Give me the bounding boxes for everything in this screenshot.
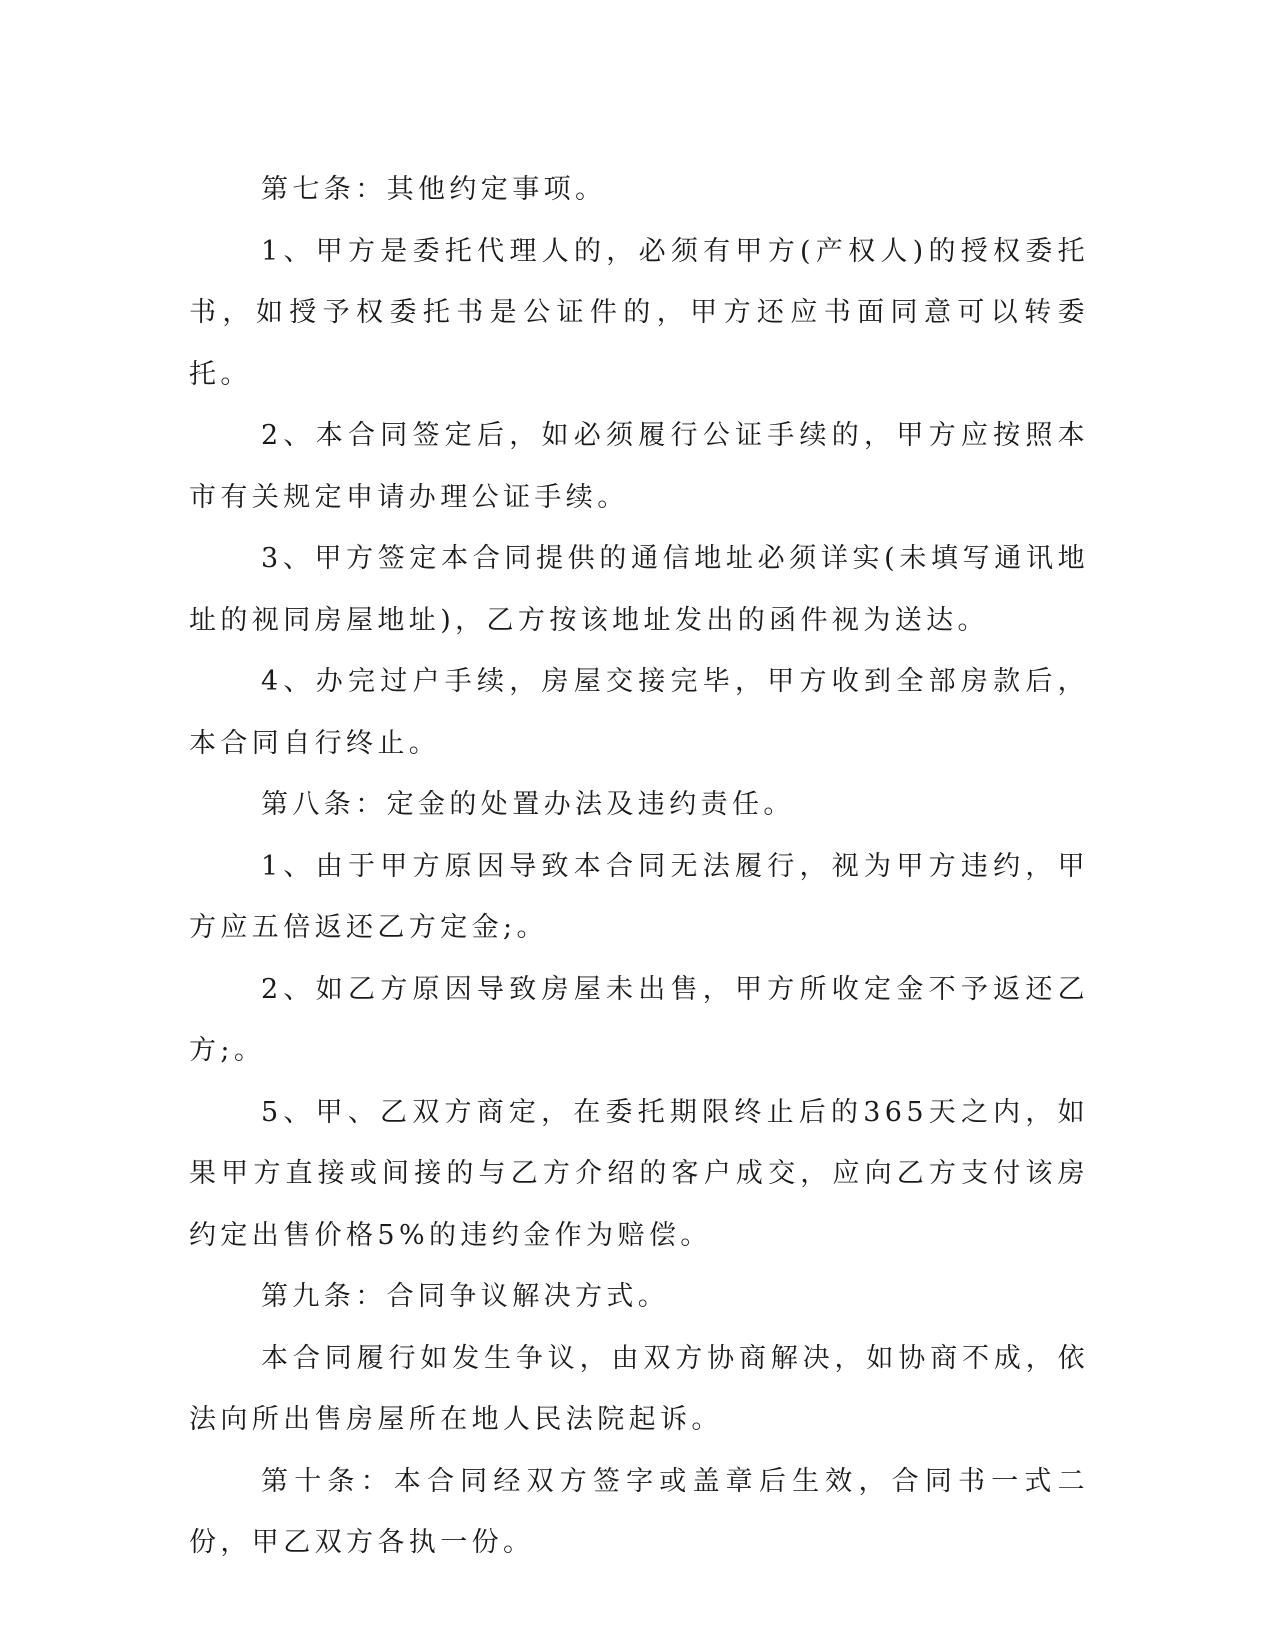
- article-8-heading: 第八条：定金的处置办法及违约责任。: [261, 789, 795, 820]
- article-8-clause-5: 5、甲、乙双方商定，在委托期限终止后的365天之内，如果甲方直接或间接的与乙方介绍的客户成交，应向乙方支付该房约定出售价格5%的违约金作为赔偿。: [189, 1096, 1089, 1251]
- article-7-heading: 第七条：其他约定事项。: [261, 174, 607, 205]
- article-7-clause-3: 3、甲方签定本合同提供的通信地址必须详实(未填写通讯地址的视同房屋地址)，乙方按该地址发出的函件视为送达。: [189, 543, 1089, 636]
- article-9-body: 本合同履行如发生争议，由双方协商解决，如协商不成，依法向所出售房屋所在地人民法院起诉。: [189, 1342, 1089, 1435]
- article-8-clause-1: 1、由于甲方原因导致本合同无法履行，视为甲方违约，甲方应五倍返还乙方定金;。: [189, 850, 1089, 943]
- article-9-heading: 第九条：合同争议解决方式。: [261, 1281, 670, 1312]
- article-7-clause-2: 2、本合同签定后，如必须履行公证手续的，甲方应按照本市有关规定申请办理公证手续。: [189, 420, 1089, 513]
- document-body: [189, 159, 1089, 1574]
- article-10-body: 第十条：本合同经双方签字或盖章后生效，合同书一式二份，甲乙双方各执一份。: [189, 1465, 1089, 1558]
- article-7-clause-4: 4、办完过户手续，房屋交接完毕，甲方收到全部房款后，本合同自行终止。: [189, 666, 1089, 759]
- article-7-clause-1: 1、甲方是委托代理人的，必须有甲方(产权人)的授权委托书，如授予权委托书是公证件的，甲方还应书面同意可以转委托。: [189, 235, 1089, 390]
- article-8-clause-2: 2、如乙方原因导致房屋未出售，甲方所收定金不予返还乙方;。: [189, 973, 1089, 1066]
